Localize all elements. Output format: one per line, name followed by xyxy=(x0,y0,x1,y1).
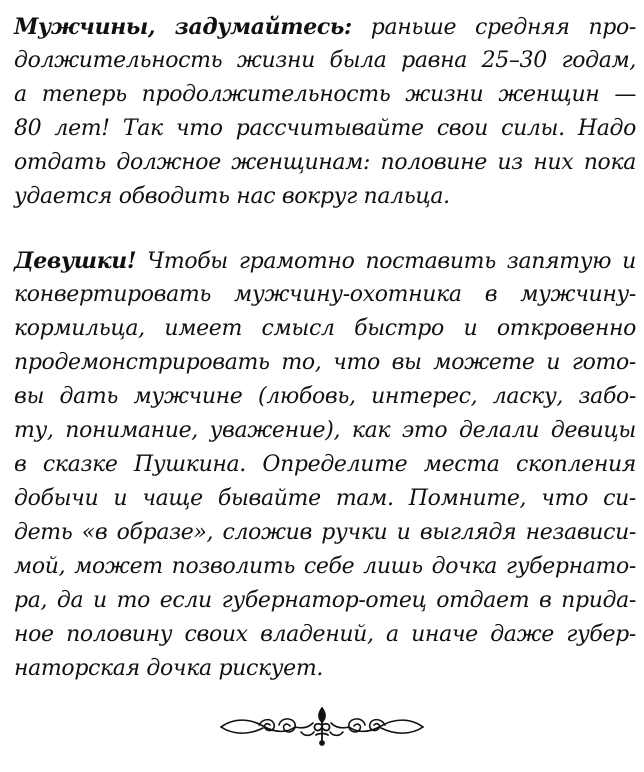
text-line: Девушки! Чтобы грамотно поставить запятую и xyxy=(14,248,636,274)
text-line: ное половину своих владений, а иначе даже губер- xyxy=(14,622,636,647)
text-line: отдать должное женщинам: половине из них пока xyxy=(14,150,636,175)
paragraph-men xyxy=(14,10,636,214)
text-line: деть «в образе», сложив ручки и выглядя независи- xyxy=(14,520,636,545)
text-line: мой, может позволить себе лишь дочка губернато- xyxy=(14,554,636,579)
text-line: ту, понимание, уважение), как это делали девицы xyxy=(14,418,636,443)
text-line: в сказке Пушкина. Определите места скопления xyxy=(14,452,636,477)
text-line: конвертировать мужчину-охотника в мужчину- xyxy=(14,282,636,307)
paragraph-lead: Девушки! xyxy=(14,248,137,274)
text-line: должительность жизни была равна 25–30 годам, xyxy=(14,48,636,73)
text-line: ра, да и то если губернатор-отец отдает в прида- xyxy=(14,588,636,613)
text-line: добычи и чаще бывайте там. Помните, что си- xyxy=(14,486,636,511)
text-line: вы дать мужчине (любовь, интерес, ласку, забо- xyxy=(14,384,636,409)
paragraph-gap xyxy=(14,214,636,244)
text-line: удается обводить нас вокруг пальца. xyxy=(14,184,450,209)
text-line: Мужчины, задумайтесь: раньше средняя про- xyxy=(14,14,636,40)
paragraph-lead: Мужчины, задумайтесь: xyxy=(14,14,352,40)
text-line: наторская дочка рискует. xyxy=(14,656,323,681)
text-line: кормильца, имеет смысл быстро и откровенно xyxy=(14,316,636,341)
text-line: продемонстрировать то, что вы можете и гото- xyxy=(14,350,636,375)
text-line: 80 лет! Так что рассчитывайте свои силы. Надо xyxy=(14,116,636,141)
paragraph-women xyxy=(14,244,636,686)
flourish-divider-icon xyxy=(219,705,425,747)
text-line: а теперь продолжительность жизни женщин — xyxy=(14,82,636,107)
